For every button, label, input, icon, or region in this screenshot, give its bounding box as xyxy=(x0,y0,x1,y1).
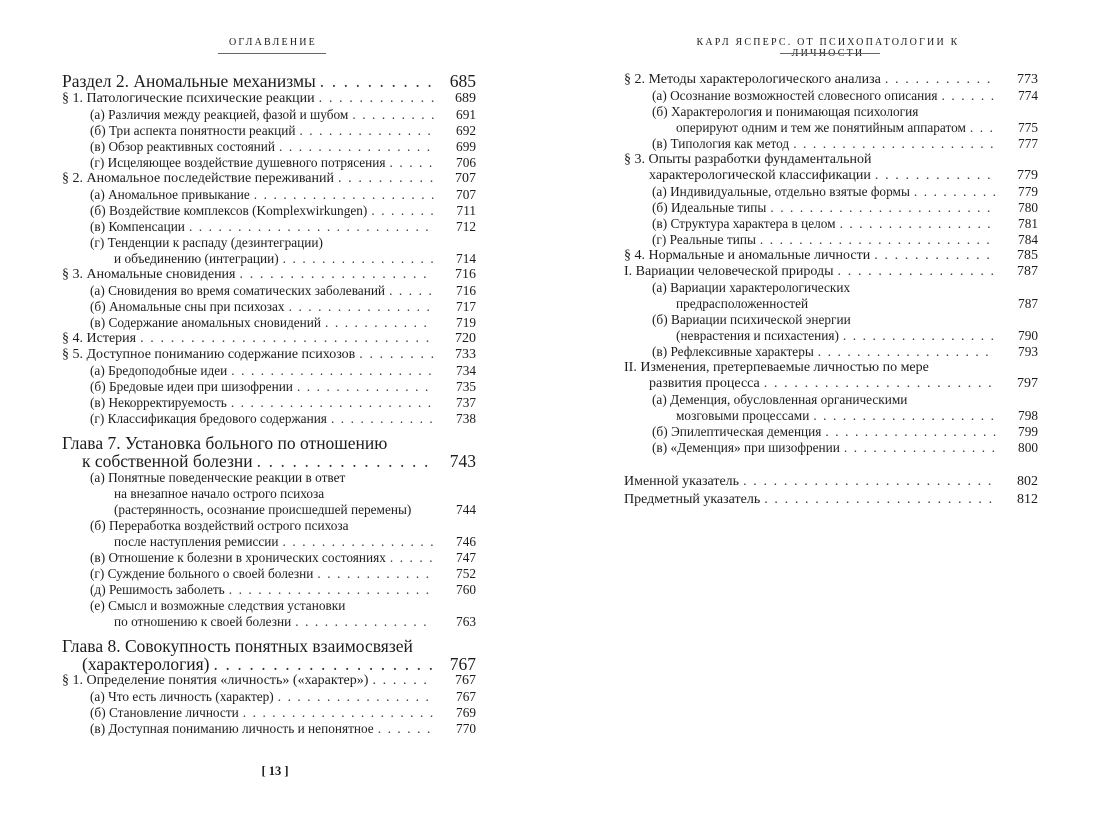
toc-subsection-II-title[interactable]: II. Изменения, претерпеваемые личностью по мере xyxy=(624,360,929,375)
toc-item[interactable]: (б) Эпилептическая деменция . . . 799 xyxy=(624,424,1038,440)
toc-item[interactable]: (а) Индивидуальные, отдельно взятые формы . . . 779 xyxy=(624,184,1038,200)
toc-item[interactable]: (в) Структура характера в целом . . . 781 xyxy=(624,216,1038,232)
toc-item[interactable]: (в) Отношение к болезни в хронических состояниях . . . 747 xyxy=(62,550,476,566)
toc-subject-index[interactable]: Предметный указатель . . . 812 xyxy=(624,491,1038,509)
toc-item[interactable]: мозговыми процессами . . . 798 xyxy=(624,408,1038,424)
toc-item-line[interactable]: (б) Вариации психической энергии xyxy=(652,312,851,327)
toc-item[interactable]: (б) Аномальные сны при психозах . . . 717 xyxy=(62,299,476,315)
toc-item[interactable]: и объединению (интеграции) . . . 714 xyxy=(62,251,476,267)
toc-section-4[interactable]: § 4. Нормальные и аномальные личности . . . 785 xyxy=(624,248,1038,264)
toc-item[interactable]: (в) Компенсации . . . 712 xyxy=(62,219,476,235)
toc-section-1[interactable]: § 1. Патологические психические реакции . . . 689 xyxy=(62,91,476,107)
toc-subsection-I[interactable]: I. Вариации человеческой природы . . . 787 xyxy=(624,264,1038,280)
toc-item[interactable]: (б) Бредовые идеи при шизофрении . . . 735 xyxy=(62,379,476,395)
toc-item[interactable]: (в) Обзор реактивных состояний . . . 699 xyxy=(62,139,476,155)
toc-item[interactable]: по отношению к своей болезни . . . 763 xyxy=(62,614,476,630)
toc-item-line[interactable]: (а) Вариации характерологических xyxy=(652,280,851,295)
toc-item-line[interactable]: (а) Деменция, обусловленная органическими xyxy=(652,392,908,407)
toc-right xyxy=(624,72,1038,509)
running-head-rule xyxy=(218,53,326,54)
toc-left xyxy=(62,72,476,737)
toc-chapter-8[interactable]: (характерология) . . . 767 xyxy=(62,655,476,673)
toc-item[interactable]: (неврастения и психастения) . . . 790 xyxy=(624,328,1038,344)
toc-item[interactable]: (в) Некорректируемость . . . 737 xyxy=(62,395,476,411)
toc-item[interactable]: (в) Доступная пониманию личность и непонятное . . . 770 xyxy=(62,721,476,737)
toc-name-index[interactable]: Именной указатель . . . 802 xyxy=(624,473,1038,491)
toc-item[interactable]: (в) Типология как метод . . . 777 xyxy=(624,136,1038,152)
toc-section-1-ch8[interactable]: § 1. Определение понятия «личность» («характер») . . . 767 xyxy=(62,673,476,689)
running-head: КАРЛ ЯСПЕРС. ОТ ПСИХОПАТОЛОГИИ К xyxy=(696,37,960,48)
toc-section-3-title[interactable]: § 3. Опыты разработки фундаментальной xyxy=(624,152,872,167)
toc-item[interactable]: (а) Осознание возможностей словесного описания . . . 774 xyxy=(624,88,1038,104)
toc-section-3[interactable]: § 3. Аномальные сновидения . . . 716 xyxy=(62,267,476,283)
toc-subsection-II[interactable]: развития процесса . . . 797 xyxy=(624,376,1038,392)
toc-item[interactable]: после наступления ремиссии . . . 746 xyxy=(62,534,476,550)
toc-section-4[interactable]: § 4. Истерия . . . 720 xyxy=(62,331,476,347)
toc-section-2[interactable]: § 2. Аномальное последействие переживаний . . . 707 xyxy=(62,171,476,187)
right-page xyxy=(550,0,1100,825)
toc-item[interactable]: (г) Классификация бредового содержания . . . 738 xyxy=(62,411,476,427)
toc-item[interactable]: (б) Становление личности . . . 769 xyxy=(62,705,476,721)
toc-item-line[interactable]: (е) Смысл и возможные следствия установки xyxy=(90,598,346,613)
toc-item[interactable]: (д) Решимость заболеть . . . 760 xyxy=(62,582,476,598)
toc-section-2[interactable]: § 2. Методы характерологического анализа . . . 773 xyxy=(624,72,1038,88)
toc-chapter-7-title[interactable]: Глава 7. Установка больного по отношению xyxy=(62,433,388,453)
toc-part-2[interactable]: Раздел 2. Аномальные механизмы . . . 685 xyxy=(62,72,476,90)
toc-section-3[interactable]: характерологической классификации . . . 779 xyxy=(624,168,1038,184)
toc-chapter-7[interactable]: к собственной болезни . . . 743 xyxy=(62,452,476,470)
toc-item[interactable]: (г) Исцеляющее воздействие душевного потрясения . . . 706 xyxy=(62,155,476,171)
page-number: [ 13 ] xyxy=(261,764,289,778)
toc-item[interactable]: (б) Три аспекта понятности реакций . . . 692 xyxy=(62,123,476,139)
toc-item[interactable]: (в) Содержание аномальных сновидений . . . 719 xyxy=(62,315,476,331)
running-head: ОГЛАВЛЕНИЕ xyxy=(229,37,317,48)
toc-item-line[interactable]: (б) Характерология и понимающая психология xyxy=(652,104,919,119)
toc-item[interactable]: (в) Рефлексивные характеры . . . 793 xyxy=(624,344,1038,360)
toc-item-line[interactable]: (г) Тенденции к распаду (дезинтеграции) xyxy=(90,235,323,250)
toc-item[interactable]: (в) «Деменция» при шизофрении . . . 800 xyxy=(624,440,1038,456)
toc-item[interactable]: (а) Аномальное привыкание . . . 707 xyxy=(62,187,476,203)
toc-item-line[interactable]: (б) Переработка воздействий острого психоза xyxy=(90,518,349,533)
toc-item[interactable]: (б) Идеальные типы . . . 780 xyxy=(624,200,1038,216)
toc-item[interactable]: (а) Что есть личность (характер) . . . 767 xyxy=(62,689,476,705)
toc-item[interactable]: (г) Реальные типы . . . 784 xyxy=(624,232,1038,248)
toc-item[interactable]: (г) Суждение больного о своей болезни . . . 752 xyxy=(62,566,476,582)
toc-section-5[interactable]: § 5. Доступное пониманию содержание психозов . . . 733 xyxy=(62,347,476,363)
toc-item[interactable]: оперируют одним и тем же понятийным аппаратом . . . 775 xyxy=(624,120,1038,136)
toc-chapter-8-title[interactable]: Глава 8. Совокупность понятных взаимосвязей xyxy=(62,636,413,656)
toc-item[interactable]: (а) Различия между реакцией, фазой и шубом . . . 691 xyxy=(62,107,476,123)
toc-item[interactable]: (а) Бредоподобные идеи . . . 734 xyxy=(62,363,476,379)
running-head-rule xyxy=(780,53,880,54)
toc-item[interactable]: предрасположенностей 787 xyxy=(676,296,1038,311)
toc-item[interactable]: (а) Сновидения во время соматических заболеваний . . . 716 xyxy=(62,283,476,299)
toc-item[interactable]: (б) Воздействие комплексов (Komplexwirkungen) . . . 711 xyxy=(62,203,476,219)
toc-item[interactable]: (растерянность, осознание происшедшей перемены) 744 xyxy=(114,502,476,517)
toc-item-line[interactable]: на внезапное начало острого психоза xyxy=(114,486,325,501)
toc-item-line[interactable]: (а) Понятные поведенческие реакции в ответ xyxy=(90,470,346,485)
